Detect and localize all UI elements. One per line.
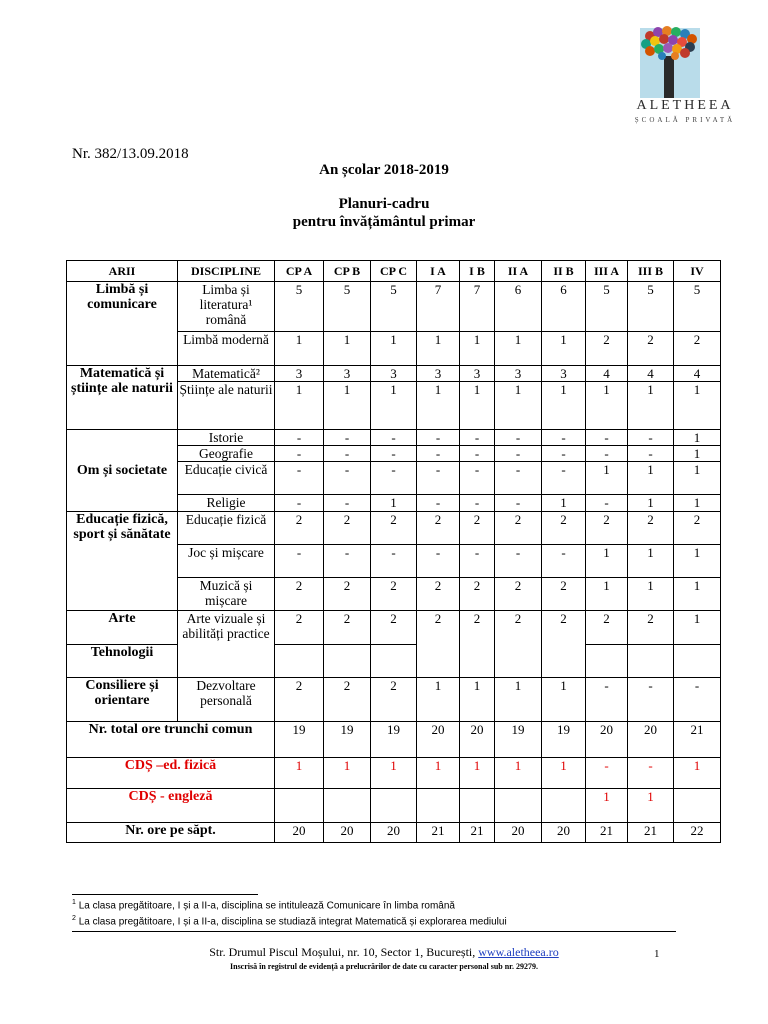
footnote-1 <box>72 899 455 911</box>
value-cell: - <box>275 495 324 512</box>
discipline-cell: Dezvoltare personală <box>178 678 275 722</box>
value-cell: 1 <box>417 382 460 430</box>
discipline-cell: Matematică² <box>178 366 275 382</box>
logo-name: ALETHEEA <box>636 98 734 113</box>
value-cell: 3 <box>417 366 460 382</box>
summary-label: CDȘ –ed. fizică <box>67 758 275 789</box>
value-cell: 2 <box>542 578 586 611</box>
value-cell: 1 <box>628 578 674 611</box>
value-cell: 19 <box>275 722 324 758</box>
value-cell: 19 <box>542 722 586 758</box>
discipline-cell: Limbă modernă <box>178 332 275 366</box>
value-cell: 1 <box>674 446 721 462</box>
value-cell: - <box>417 430 460 446</box>
value-cell: 22 <box>674 823 721 843</box>
value-cell: - <box>275 446 324 462</box>
value-cell: - <box>371 545 417 578</box>
value-cell: 1 <box>674 545 721 578</box>
footnote-text: La clasa pregătitoare, I și a II-a, disciplina se intitulează Comunicare în limba română <box>78 900 455 912</box>
value-cell: 20 <box>586 722 628 758</box>
value-cell: 2 <box>628 512 674 545</box>
value-cell: - <box>628 758 674 789</box>
value-cell: 1 <box>324 758 371 789</box>
value-cell: 1 <box>371 495 417 512</box>
value-cell: 1 <box>460 332 495 366</box>
table-row <box>67 645 721 678</box>
value-cell: 5 <box>371 282 417 332</box>
summary-label: Nr. total ore trunchi comun <box>67 722 275 758</box>
value-cell: - <box>275 462 324 495</box>
empty-cell <box>628 645 674 678</box>
value-cell: 1 <box>324 332 371 366</box>
value-cell: - <box>586 430 628 446</box>
value-cell: 2 <box>324 578 371 611</box>
value-cell: - <box>542 545 586 578</box>
value-cell: 2 <box>460 578 495 611</box>
value-cell: - <box>371 446 417 462</box>
footer-address <box>0 945 768 960</box>
value-cell: 1 <box>275 758 324 789</box>
school-year: An școlar 2018-2019 <box>319 162 449 178</box>
value-cell: 2 <box>586 332 628 366</box>
discipline-cell: Arte vizuale și abilități practice <box>178 611 275 678</box>
value-cell: 4 <box>674 366 721 382</box>
value-cell: 2 <box>495 512 542 545</box>
area-cell: Tehnologii <box>67 645 178 678</box>
value-cell: 4 <box>628 366 674 382</box>
value-cell: 1 <box>495 678 542 722</box>
value-cell: 2 <box>542 611 586 678</box>
value-cell: 2 <box>371 611 417 645</box>
value-cell: 1 <box>586 545 628 578</box>
value-cell: 1 <box>275 332 324 366</box>
value-cell: - <box>324 430 371 446</box>
value-cell: - <box>324 545 371 578</box>
discipline-cell: Religie <box>178 495 275 512</box>
value-cell <box>495 789 542 823</box>
value-cell: 2 <box>628 332 674 366</box>
value-cell: 1 <box>674 578 721 611</box>
value-cell: 2 <box>371 512 417 545</box>
value-cell: 1 <box>324 382 371 430</box>
value-cell: 1 <box>628 382 674 430</box>
footer-divider <box>72 931 676 932</box>
value-cell: - <box>324 462 371 495</box>
value-cell: 21 <box>417 823 460 843</box>
value-cell: 2 <box>674 332 721 366</box>
table-header-row <box>67 261 721 282</box>
value-cell: 21 <box>674 722 721 758</box>
table-row <box>67 678 721 722</box>
header-cell: DISCIPLINE <box>178 261 275 282</box>
value-cell: - <box>460 462 495 495</box>
value-cell: 1 <box>674 758 721 789</box>
value-cell: 2 <box>495 611 542 678</box>
value-cell <box>542 789 586 823</box>
value-cell: 1 <box>542 332 586 366</box>
value-cell: - <box>324 495 371 512</box>
summary-row-trunchi <box>67 722 721 758</box>
value-cell: 2 <box>324 678 371 722</box>
value-cell: 3 <box>495 366 542 382</box>
area-cell: Limbă și comunicare <box>67 282 178 366</box>
empty-cell <box>674 645 721 678</box>
discipline-cell: Istorie <box>178 430 275 446</box>
value-cell: 1 <box>674 430 721 446</box>
area-cell: Om și societate <box>67 430 178 512</box>
value-cell: 19 <box>324 722 371 758</box>
value-cell: 1 <box>628 495 674 512</box>
document-number: Nr. 382/13.09.2018 <box>72 146 189 162</box>
value-cell: 2 <box>324 512 371 545</box>
value-cell: 2 <box>371 578 417 611</box>
value-cell: 1 <box>371 332 417 366</box>
header-cell: ARII <box>67 261 178 282</box>
header-cell: III B <box>628 261 674 282</box>
value-cell: 2 <box>460 512 495 545</box>
empty-cell <box>275 645 324 678</box>
value-cell: - <box>542 430 586 446</box>
value-cell: 2 <box>628 611 674 645</box>
logo-tagline: ȘCOALĂ PRIVATĂ <box>634 116 736 124</box>
value-cell: 1 <box>417 758 460 789</box>
value-cell: 1 <box>417 678 460 722</box>
footnote-2 <box>72 915 507 927</box>
value-cell <box>275 789 324 823</box>
value-cell: - <box>460 545 495 578</box>
empty-cell <box>324 645 371 678</box>
footnote-number: 1 <box>72 899 76 906</box>
value-cell: - <box>324 446 371 462</box>
summary-label: Nr. ore pe săpt. <box>67 823 275 843</box>
value-cell: 2 <box>417 512 460 545</box>
value-cell: 1 <box>628 545 674 578</box>
value-cell: - <box>542 446 586 462</box>
website-link[interactable]: www.aletheea.ro <box>478 945 559 959</box>
value-cell: 3 <box>460 366 495 382</box>
title-line-1: Planuri-cadru <box>338 196 430 212</box>
value-cell: - <box>417 462 460 495</box>
value-cell: 1 <box>371 382 417 430</box>
value-cell: - <box>460 446 495 462</box>
header-cell: III A <box>586 261 628 282</box>
value-cell: 20 <box>542 823 586 843</box>
value-cell: 2 <box>275 512 324 545</box>
value-cell: - <box>417 495 460 512</box>
discipline-cell: Educație civică <box>178 462 275 495</box>
summary-row-ore-sapt <box>67 823 721 843</box>
value-cell: 3 <box>275 366 324 382</box>
value-cell: - <box>586 678 628 722</box>
value-cell: 2 <box>324 611 371 645</box>
value-cell: 1 <box>586 789 628 823</box>
summary-row-cds-fizica <box>67 758 721 789</box>
value-cell: 5 <box>324 282 371 332</box>
value-cell: 1 <box>417 332 460 366</box>
value-cell: 1 <box>674 382 721 430</box>
value-cell: - <box>586 495 628 512</box>
value-cell: 2 <box>495 578 542 611</box>
value-cell <box>324 789 371 823</box>
value-cell: - <box>371 430 417 446</box>
value-cell: 2 <box>586 512 628 545</box>
value-cell: 4 <box>586 366 628 382</box>
value-cell: 1 <box>542 495 586 512</box>
value-cell: - <box>371 462 417 495</box>
value-cell: 20 <box>460 722 495 758</box>
value-cell: 1 <box>542 758 586 789</box>
value-cell: 21 <box>586 823 628 843</box>
area-cell: Matematică și științe ale naturii <box>67 366 178 430</box>
value-cell: 2 <box>275 611 324 645</box>
value-cell: 1 <box>542 382 586 430</box>
value-cell: - <box>674 678 721 722</box>
discipline-cell: Muzică și mișcare <box>178 578 275 611</box>
value-cell: 2 <box>674 512 721 545</box>
school-logo <box>620 22 750 134</box>
value-cell: 3 <box>542 366 586 382</box>
header-cell: II B <box>542 261 586 282</box>
value-cell: 5 <box>628 282 674 332</box>
discipline-cell: Limba și literatura¹ română <box>178 282 275 332</box>
value-cell: 2 <box>417 578 460 611</box>
value-cell: - <box>628 678 674 722</box>
value-cell: - <box>628 446 674 462</box>
value-cell: 1 <box>628 462 674 495</box>
discipline-cell: Geografie <box>178 446 275 462</box>
empty-cell <box>586 645 628 678</box>
value-cell: 20 <box>371 823 417 843</box>
value-cell: 5 <box>275 282 324 332</box>
value-cell: 2 <box>542 512 586 545</box>
value-cell: 2 <box>275 678 324 722</box>
table-row <box>67 611 721 645</box>
value-cell: - <box>460 495 495 512</box>
value-cell: 1 <box>586 578 628 611</box>
footnote-number: 2 <box>72 915 76 922</box>
value-cell: 1 <box>674 611 721 645</box>
table-row <box>67 512 721 545</box>
value-cell: 6 <box>542 282 586 332</box>
area-cell: Consiliere și orientare <box>67 678 178 722</box>
discipline-cell: Educație fizică <box>178 512 275 545</box>
value-cell: 1 <box>674 495 721 512</box>
value-cell: 2 <box>371 678 417 722</box>
area-cell: Educație fizică, sport și sănătate <box>67 512 178 611</box>
value-cell: 2 <box>275 578 324 611</box>
value-cell: - <box>495 462 542 495</box>
value-cell: - <box>586 758 628 789</box>
header-cell: I A <box>417 261 460 282</box>
value-cell <box>674 789 721 823</box>
value-cell: 6 <box>495 282 542 332</box>
footnote-separator <box>72 894 258 895</box>
value-cell: 2 <box>586 611 628 645</box>
value-cell: 5 <box>586 282 628 332</box>
tree-logo-icon <box>620 22 750 98</box>
discipline-cell: Joc și mișcare <box>178 545 275 578</box>
header-cell: CP C <box>371 261 417 282</box>
footnote-text: La clasa pregătitoare, I și a II-a, disciplina se studiază integrat Matematică și explorarea mediului <box>78 916 507 928</box>
value-cell: - <box>460 430 495 446</box>
value-cell <box>371 789 417 823</box>
value-cell: 21 <box>460 823 495 843</box>
header-cell: CP B <box>324 261 371 282</box>
value-cell: 5 <box>674 282 721 332</box>
value-cell: 20 <box>628 722 674 758</box>
value-cell: 1 <box>495 758 542 789</box>
value-cell: - <box>495 446 542 462</box>
value-cell: 1 <box>542 678 586 722</box>
area-cell: Arte <box>67 611 178 645</box>
title-line-2: pentru învățământul primar <box>292 214 476 230</box>
table-row <box>67 430 721 446</box>
value-cell: 1 <box>371 758 417 789</box>
value-cell: 1 <box>586 462 628 495</box>
header-cell: II A <box>495 261 542 282</box>
value-cell <box>460 789 495 823</box>
value-cell: 1 <box>460 382 495 430</box>
value-cell: - <box>417 446 460 462</box>
framework-plan-table <box>66 260 721 843</box>
value-cell: - <box>417 545 460 578</box>
value-cell: - <box>542 462 586 495</box>
value-cell: 1 <box>460 678 495 722</box>
address-text: Str. Drumul Piscul Moșului, nr. 10, Sector 1, București, <box>209 945 479 959</box>
value-cell: 1 <box>275 382 324 430</box>
value-cell: 19 <box>495 722 542 758</box>
header-cell: CP A <box>275 261 324 282</box>
header-cell: IV <box>674 261 721 282</box>
value-cell: 1 <box>628 789 674 823</box>
value-cell: 20 <box>495 823 542 843</box>
value-cell: 1 <box>460 758 495 789</box>
value-cell: 2 <box>460 611 495 678</box>
value-cell: - <box>275 545 324 578</box>
header-cell: I B <box>460 261 495 282</box>
value-cell <box>417 789 460 823</box>
value-cell: 20 <box>324 823 371 843</box>
value-cell: 19 <box>371 722 417 758</box>
value-cell: - <box>275 430 324 446</box>
value-cell: 3 <box>324 366 371 382</box>
page-number: 1 <box>654 948 660 960</box>
value-cell: - <box>628 430 674 446</box>
value-cell: 1 <box>495 382 542 430</box>
value-cell: - <box>495 495 542 512</box>
value-cell: 21 <box>628 823 674 843</box>
value-cell: 1 <box>674 462 721 495</box>
value-cell: 2 <box>417 611 460 678</box>
table-row <box>67 282 721 332</box>
value-cell: 3 <box>371 366 417 382</box>
value-cell: - <box>495 545 542 578</box>
discipline-cell: Științe ale naturii <box>178 382 275 430</box>
value-cell: - <box>495 430 542 446</box>
value-cell: 20 <box>417 722 460 758</box>
value-cell: 7 <box>460 282 495 332</box>
empty-cell <box>371 645 417 678</box>
value-cell: - <box>586 446 628 462</box>
value-cell: 1 <box>586 382 628 430</box>
registry-note: Inscrisă în registrul de evidență a prelucrărilor de date cu caracter personal sub nr. 29279. <box>230 962 538 971</box>
value-cell: 20 <box>275 823 324 843</box>
summary-label: CDȘ - engleză <box>67 789 275 823</box>
value-cell: 7 <box>417 282 460 332</box>
table-row <box>67 366 721 382</box>
value-cell: 1 <box>495 332 542 366</box>
summary-row-cds-engleza <box>67 789 721 823</box>
